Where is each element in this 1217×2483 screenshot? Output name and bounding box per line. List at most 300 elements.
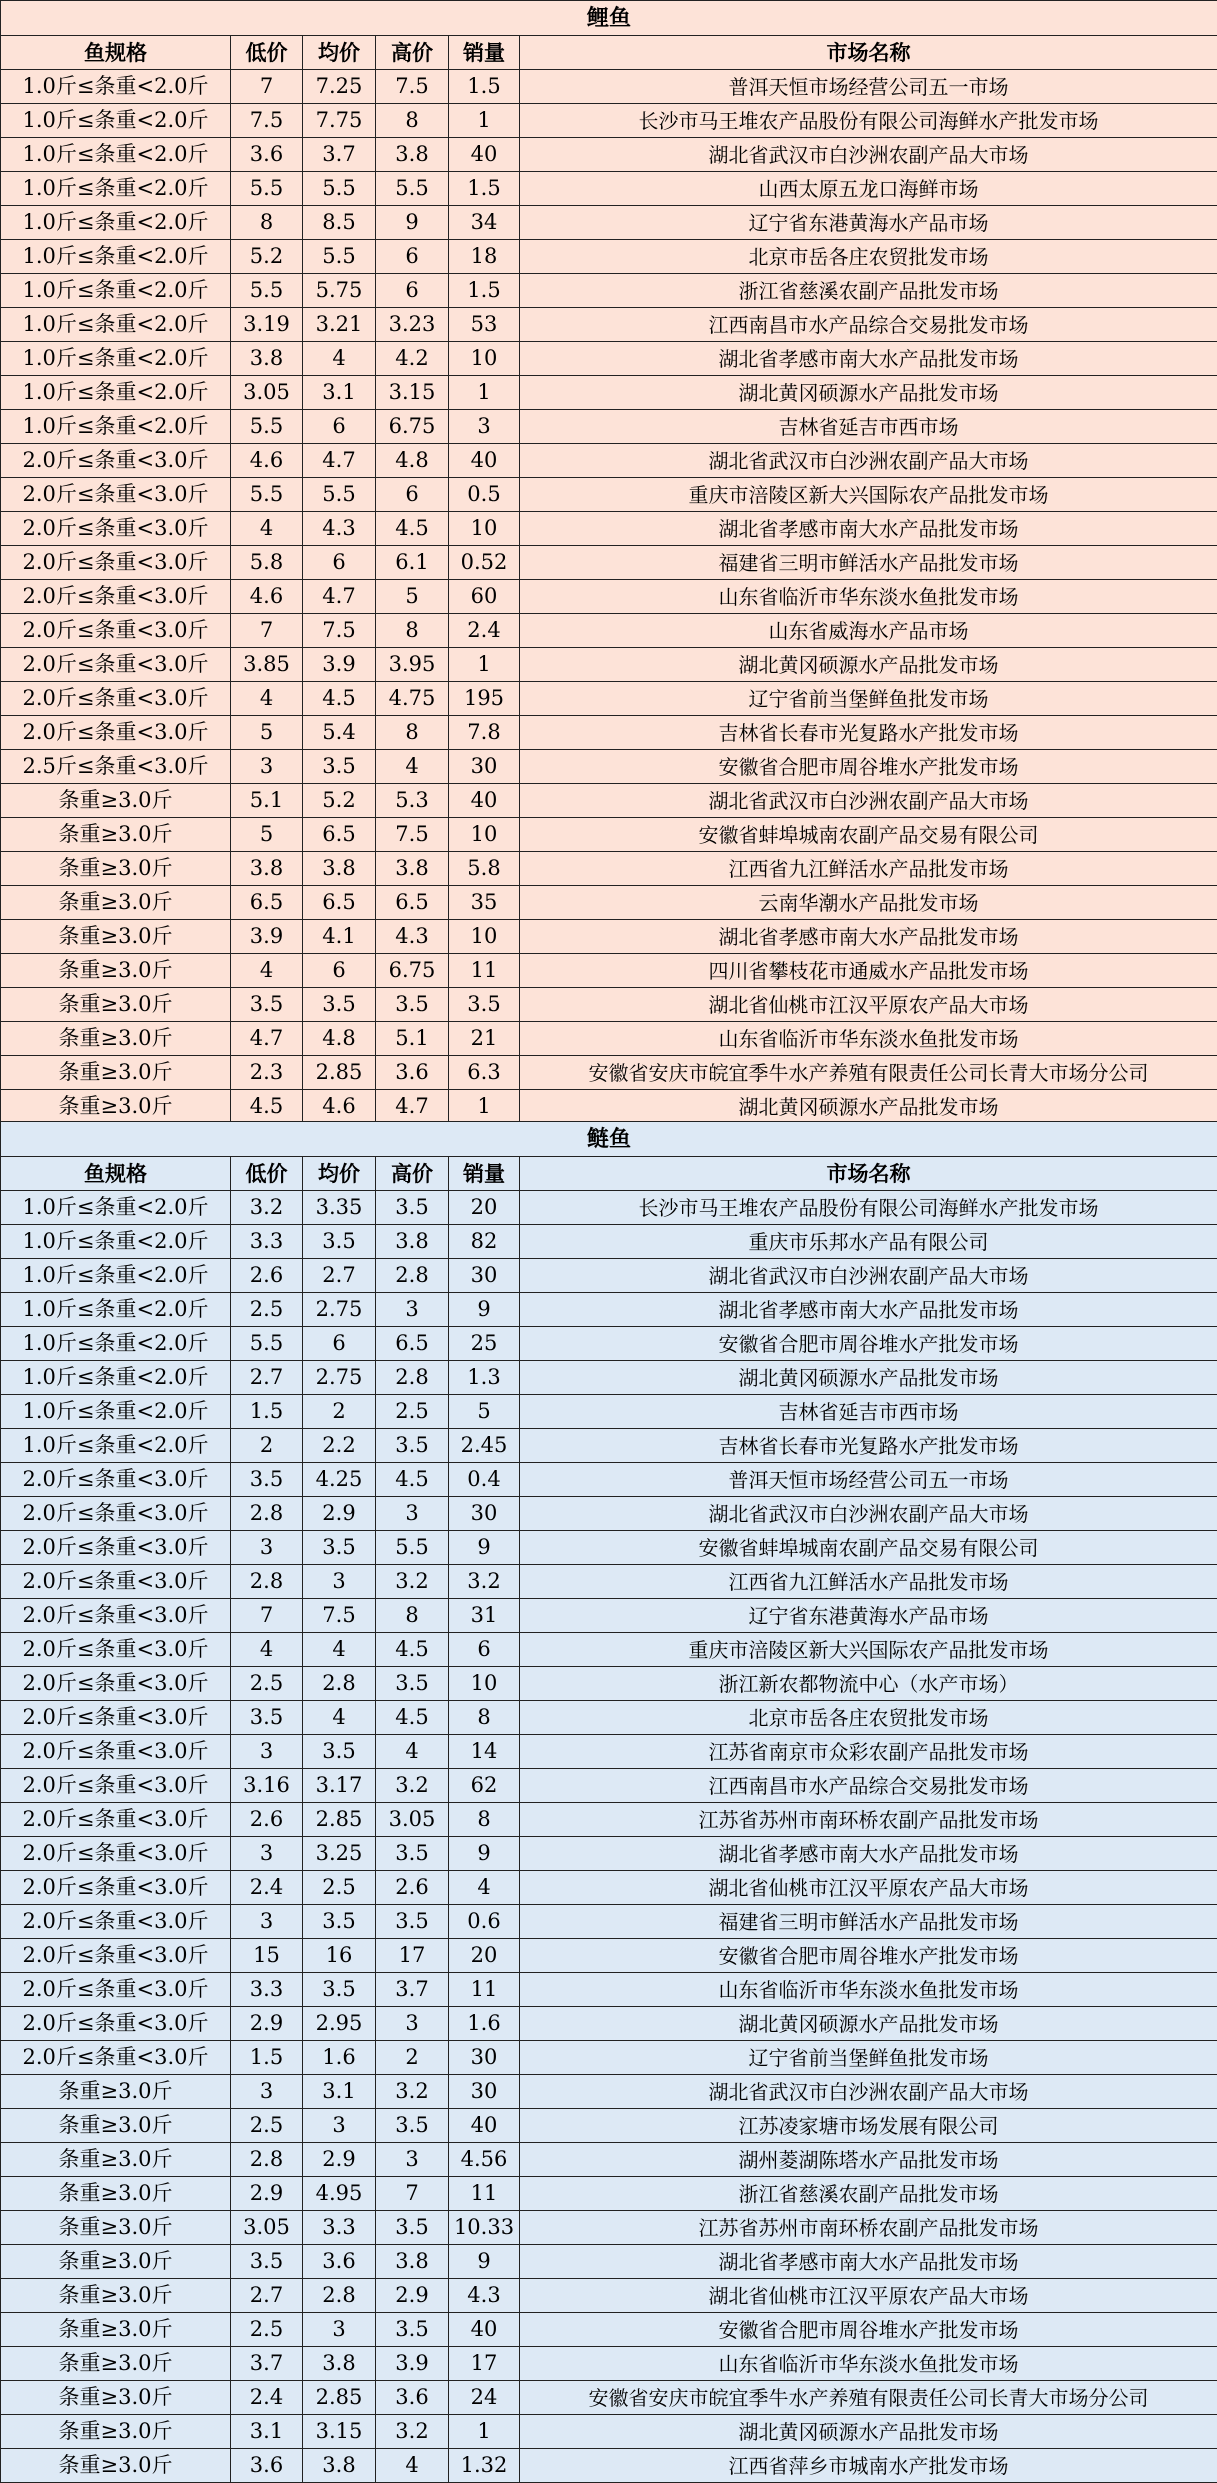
volume-cell: 5.8 xyxy=(449,852,520,886)
spec-cell: 1.0斤≤条重<2.0斤 xyxy=(1,1361,231,1395)
table-row xyxy=(1,2279,1217,2313)
volume-cell: 3 xyxy=(449,410,520,444)
volume-cell: 1 xyxy=(449,2415,520,2449)
low-price-cell: 1.5 xyxy=(231,1395,303,1429)
table-row xyxy=(1,410,1217,444)
spec-cell: 条重≥3.0斤 xyxy=(1,1090,231,1124)
header-high-price: 高价 xyxy=(376,36,449,70)
avg-price-cell: 6.5 xyxy=(303,886,376,920)
volume-cell: 1.3 xyxy=(449,1361,520,1395)
table-row xyxy=(1,954,1217,988)
market-name-cell: 吉林省延吉市西市场 xyxy=(520,1395,1217,1429)
market-name-cell: 江苏省苏州市南环桥农副产品批发市场 xyxy=(520,2211,1217,2245)
high-price-cell: 3.5 xyxy=(376,2313,449,2347)
high-price-cell: 3.5 xyxy=(376,2211,449,2245)
spec-cell: 1.0斤≤条重<2.0斤 xyxy=(1,1395,231,1429)
table-row xyxy=(1,1463,1217,1497)
low-price-cell: 3.16 xyxy=(231,1769,303,1803)
volume-cell: 30 xyxy=(449,1259,520,1293)
avg-price-cell: 3 xyxy=(303,2109,376,2143)
volume-cell: 40 xyxy=(449,444,520,478)
table-row xyxy=(1,70,1217,104)
spec-cell: 1.0斤≤条重<2.0斤 xyxy=(1,342,231,376)
low-price-cell: 5.2 xyxy=(231,240,303,274)
low-price-cell: 4 xyxy=(231,682,303,716)
market-name-cell: 湖北省孝感市南大水产品批发市场 xyxy=(520,1293,1217,1327)
spec-cell: 2.0斤≤条重<3.0斤 xyxy=(1,1837,231,1871)
low-price-cell: 2.6 xyxy=(231,1803,303,1837)
volume-cell: 1.5 xyxy=(449,274,520,308)
table-row xyxy=(1,1871,1217,1905)
low-price-cell: 4 xyxy=(231,1633,303,1667)
market-name-cell: 北京市岳各庄农贸批发市场 xyxy=(520,240,1217,274)
high-price-cell: 2.8 xyxy=(376,1259,449,1293)
high-price-cell: 6 xyxy=(376,478,449,512)
spec-cell: 1.0斤≤条重<2.0斤 xyxy=(1,1191,231,1225)
volume-cell: 2.4 xyxy=(449,614,520,648)
low-price-cell: 2.3 xyxy=(231,1056,303,1090)
avg-price-cell: 4.95 xyxy=(303,2177,376,2211)
volume-cell: 35 xyxy=(449,886,520,920)
avg-price-cell: 5.5 xyxy=(303,478,376,512)
spec-cell: 条重≥3.0斤 xyxy=(1,886,231,920)
avg-price-cell: 2.85 xyxy=(303,1056,376,1090)
spec-cell: 1.0斤≤条重<2.0斤 xyxy=(1,1225,231,1259)
market-name-cell: 湖北省武汉市白沙洲农副产品大市场 xyxy=(520,444,1217,478)
volume-cell: 25 xyxy=(449,1327,520,1361)
low-price-cell: 3.6 xyxy=(231,138,303,172)
low-price-cell: 2.7 xyxy=(231,1361,303,1395)
table-row xyxy=(1,1667,1217,1701)
spec-cell: 1.0斤≤条重<2.0斤 xyxy=(1,172,231,206)
market-name-cell: 江西南昌市水产品综合交易批发市场 xyxy=(520,1769,1217,1803)
volume-cell: 20 xyxy=(449,1939,520,1973)
avg-price-cell: 4.7 xyxy=(303,444,376,478)
header-volume: 销量 xyxy=(449,1157,520,1191)
table-row xyxy=(1,240,1217,274)
avg-price-cell: 3.5 xyxy=(303,750,376,784)
market-name-cell: 长沙市马王堆农产品股份有限公司海鲜水产批发市场 xyxy=(520,1191,1217,1225)
avg-price-cell: 4.25 xyxy=(303,1463,376,1497)
market-name-cell: 江西省九江鲜活水产品批发市场 xyxy=(520,852,1217,886)
avg-price-cell: 3.6 xyxy=(303,2245,376,2279)
volume-cell: 30 xyxy=(449,2041,520,2075)
table-row xyxy=(1,1090,1217,1124)
low-price-cell: 3.5 xyxy=(231,988,303,1022)
spec-cell: 1.0斤≤条重<2.0斤 xyxy=(1,70,231,104)
low-price-cell: 3 xyxy=(231,1735,303,1769)
table-row xyxy=(1,1327,1217,1361)
low-price-cell: 7.5 xyxy=(231,104,303,138)
table-row xyxy=(1,2347,1217,2381)
market-name-cell: 吉林省延吉市西市场 xyxy=(520,410,1217,444)
avg-price-cell: 16 xyxy=(303,1939,376,1973)
spec-cell: 条重≥3.0斤 xyxy=(1,2177,231,2211)
market-name-cell: 湖北黄冈硕源水产品批发市场 xyxy=(520,1090,1217,1124)
header-avg-price: 均价 xyxy=(303,36,376,70)
low-price-cell: 3.8 xyxy=(231,852,303,886)
table-row xyxy=(1,1191,1217,1225)
low-price-cell: 2.7 xyxy=(231,2279,303,2313)
low-price-cell: 3 xyxy=(231,1837,303,1871)
spec-cell: 2.0斤≤条重<3.0斤 xyxy=(1,512,231,546)
low-price-cell: 5.5 xyxy=(231,478,303,512)
spec-cell: 2.0斤≤条重<3.0斤 xyxy=(1,1871,231,1905)
high-price-cell: 8 xyxy=(376,104,449,138)
low-price-cell: 3.6 xyxy=(231,2449,303,2483)
table-row xyxy=(1,1633,1217,1667)
volume-cell: 0.6 xyxy=(449,1905,520,1939)
market-name-cell: 福建省三明市鲜活水产品批发市场 xyxy=(520,1905,1217,1939)
market-name-cell: 吉林省长春市光复路水产批发市场 xyxy=(520,1429,1217,1463)
low-price-cell: 3.05 xyxy=(231,2211,303,2245)
spec-cell: 1.0斤≤条重<2.0斤 xyxy=(1,274,231,308)
avg-price-cell: 5.5 xyxy=(303,240,376,274)
table-row xyxy=(1,1022,1217,1056)
high-price-cell: 4.5 xyxy=(376,512,449,546)
table-row xyxy=(1,2415,1217,2449)
volume-cell: 9 xyxy=(449,2245,520,2279)
avg-price-cell: 2.95 xyxy=(303,2007,376,2041)
table-row xyxy=(1,478,1217,512)
avg-price-cell: 4 xyxy=(303,1701,376,1735)
market-name-cell: 浙江省慈溪农副产品批发市场 xyxy=(520,2177,1217,2211)
avg-price-cell: 3.15 xyxy=(303,2415,376,2449)
market-name-cell: 湖北黄冈硕源水产品批发市场 xyxy=(520,648,1217,682)
avg-price-cell: 3.5 xyxy=(303,988,376,1022)
market-name-cell: 湖北省孝感市南大水产品批发市场 xyxy=(520,920,1217,954)
low-price-cell: 3.5 xyxy=(231,1701,303,1735)
volume-cell: 20 xyxy=(449,1191,520,1225)
low-price-cell: 2.6 xyxy=(231,1259,303,1293)
spec-cell: 2.0斤≤条重<3.0斤 xyxy=(1,580,231,614)
volume-cell: 21 xyxy=(449,1022,520,1056)
table-row xyxy=(1,920,1217,954)
low-price-cell: 3.85 xyxy=(231,648,303,682)
high-price-cell: 3.8 xyxy=(376,2245,449,2279)
avg-price-cell: 2 xyxy=(303,1395,376,1429)
low-price-cell: 5.5 xyxy=(231,1327,303,1361)
table-row xyxy=(1,1735,1217,1769)
avg-price-cell: 3.9 xyxy=(303,648,376,682)
low-price-cell: 7 xyxy=(231,70,303,104)
low-price-cell: 2.5 xyxy=(231,1667,303,1701)
spec-cell: 2.0斤≤条重<3.0斤 xyxy=(1,2041,231,2075)
market-name-cell: 湖北省孝感市南大水产品批发市场 xyxy=(520,342,1217,376)
market-name-cell: 普洱天恒市场经营公司五一市场 xyxy=(520,1463,1217,1497)
low-price-cell: 2.9 xyxy=(231,2007,303,2041)
low-price-cell: 5.5 xyxy=(231,410,303,444)
high-price-cell: 3.2 xyxy=(376,1565,449,1599)
low-price-cell: 3.3 xyxy=(231,1225,303,1259)
high-price-cell: 8 xyxy=(376,716,449,750)
table-row xyxy=(1,682,1217,716)
table-row xyxy=(1,2313,1217,2347)
volume-cell: 9 xyxy=(449,1837,520,1871)
volume-cell: 8 xyxy=(449,1803,520,1837)
spec-cell: 2.0斤≤条重<3.0斤 xyxy=(1,2007,231,2041)
volume-cell: 195 xyxy=(449,682,520,716)
spec-cell: 1.0斤≤条重<2.0斤 xyxy=(1,240,231,274)
volume-cell: 40 xyxy=(449,784,520,818)
volume-cell: 7.8 xyxy=(449,716,520,750)
high-price-cell: 2 xyxy=(376,2041,449,2075)
volume-cell: 1 xyxy=(449,1090,520,1124)
low-price-cell: 2.4 xyxy=(231,2381,303,2415)
silver-carp-price-table xyxy=(0,1121,1217,2483)
high-price-cell: 3.9 xyxy=(376,2347,449,2381)
market-name-cell: 江苏凌家塘市场发展有限公司 xyxy=(520,2109,1217,2143)
table-row xyxy=(1,1837,1217,1871)
avg-price-cell: 2.9 xyxy=(303,2143,376,2177)
low-price-cell: 3.3 xyxy=(231,1973,303,2007)
market-name-cell: 江苏省苏州市南环桥农副产品批发市场 xyxy=(520,1803,1217,1837)
spec-cell: 1.0斤≤条重<2.0斤 xyxy=(1,308,231,342)
market-name-cell: 普洱天恒市场经营公司五一市场 xyxy=(520,70,1217,104)
spec-cell: 条重≥3.0斤 xyxy=(1,1056,231,1090)
table-row xyxy=(1,1565,1217,1599)
low-price-cell: 3 xyxy=(231,1531,303,1565)
market-name-cell: 山东省临沂市华东淡水鱼批发市场 xyxy=(520,580,1217,614)
low-price-cell: 2.8 xyxy=(231,1497,303,1531)
spec-cell: 2.0斤≤条重<3.0斤 xyxy=(1,648,231,682)
spec-cell: 2.0斤≤条重<3.0斤 xyxy=(1,1803,231,1837)
high-price-cell: 4 xyxy=(376,2449,449,2483)
volume-cell: 9 xyxy=(449,1293,520,1327)
low-price-cell: 8 xyxy=(231,206,303,240)
high-price-cell: 5.1 xyxy=(376,1022,449,1056)
spec-cell: 1.0斤≤条重<2.0斤 xyxy=(1,1293,231,1327)
avg-price-cell: 6.5 xyxy=(303,818,376,852)
table-row xyxy=(1,1531,1217,1565)
table-row xyxy=(1,1701,1217,1735)
spec-cell: 2.0斤≤条重<3.0斤 xyxy=(1,1497,231,1531)
high-price-cell: 3.2 xyxy=(376,2415,449,2449)
market-name-cell: 山东省临沂市华东淡水鱼批发市场 xyxy=(520,2347,1217,2381)
volume-cell: 18 xyxy=(449,240,520,274)
market-name-cell: 辽宁省前当堡鲜鱼批发市场 xyxy=(520,2041,1217,2075)
market-name-cell: 湖北省仙桃市江汉平原农产品大市场 xyxy=(520,2279,1217,2313)
high-price-cell: 7 xyxy=(376,2177,449,2211)
avg-price-cell: 2.75 xyxy=(303,1361,376,1395)
table-row xyxy=(1,308,1217,342)
table-row xyxy=(1,2007,1217,2041)
low-price-cell: 2.9 xyxy=(231,2177,303,2211)
table-row xyxy=(1,2211,1217,2245)
volume-cell: 10 xyxy=(449,512,520,546)
low-price-cell: 2.4 xyxy=(231,1871,303,1905)
avg-price-cell: 5.5 xyxy=(303,172,376,206)
avg-price-cell: 2.85 xyxy=(303,2381,376,2415)
avg-price-cell: 3.8 xyxy=(303,852,376,886)
high-price-cell: 3.05 xyxy=(376,1803,449,1837)
spec-cell: 2.0斤≤条重<3.0斤 xyxy=(1,1701,231,1735)
header-row xyxy=(1,1157,1217,1191)
high-price-cell: 6 xyxy=(376,240,449,274)
low-price-cell: 5.8 xyxy=(231,546,303,580)
high-price-cell: 4.8 xyxy=(376,444,449,478)
high-price-cell: 7.5 xyxy=(376,70,449,104)
spec-cell: 2.0斤≤条重<3.0斤 xyxy=(1,1735,231,1769)
spec-cell: 条重≥3.0斤 xyxy=(1,2245,231,2279)
spec-cell: 2.0斤≤条重<3.0斤 xyxy=(1,1939,231,1973)
avg-price-cell: 3.5 xyxy=(303,1531,376,1565)
table-row xyxy=(1,750,1217,784)
spec-cell: 2.0斤≤条重<3.0斤 xyxy=(1,1769,231,1803)
volume-cell: 10 xyxy=(449,342,520,376)
low-price-cell: 3.19 xyxy=(231,308,303,342)
volume-cell: 8 xyxy=(449,1701,520,1735)
spec-cell: 条重≥3.0斤 xyxy=(1,818,231,852)
market-name-cell: 福建省三明市鲜活水产品批发市场 xyxy=(520,546,1217,580)
avg-price-cell: 2.8 xyxy=(303,2279,376,2313)
high-price-cell: 4.5 xyxy=(376,1701,449,1735)
high-price-cell: 4.3 xyxy=(376,920,449,954)
avg-price-cell: 8.5 xyxy=(303,206,376,240)
low-price-cell: 3.2 xyxy=(231,1191,303,1225)
low-price-cell: 3.05 xyxy=(231,376,303,410)
spec-cell: 条重≥3.0斤 xyxy=(1,2415,231,2449)
avg-price-cell: 4 xyxy=(303,342,376,376)
spec-cell: 2.0斤≤条重<3.0斤 xyxy=(1,682,231,716)
market-name-cell: 湖北省孝感市南大水产品批发市场 xyxy=(520,1837,1217,1871)
high-price-cell: 3.5 xyxy=(376,1667,449,1701)
low-price-cell: 3.5 xyxy=(231,1463,303,1497)
spec-cell: 条重≥3.0斤 xyxy=(1,2143,231,2177)
table-row xyxy=(1,1803,1217,1837)
high-price-cell: 3 xyxy=(376,1293,449,1327)
high-price-cell: 3.5 xyxy=(376,2109,449,2143)
avg-price-cell: 3.25 xyxy=(303,1837,376,1871)
avg-price-cell: 5.4 xyxy=(303,716,376,750)
spec-cell: 2.0斤≤条重<3.0斤 xyxy=(1,1973,231,2007)
table-row xyxy=(1,886,1217,920)
table-row xyxy=(1,818,1217,852)
avg-price-cell: 3.35 xyxy=(303,1191,376,1225)
table-row xyxy=(1,2449,1217,2483)
table-row xyxy=(1,648,1217,682)
spec-cell: 2.0斤≤条重<3.0斤 xyxy=(1,478,231,512)
high-price-cell: 6.75 xyxy=(376,954,449,988)
market-name-cell: 重庆市涪陵区新大兴国际农产品批发市场 xyxy=(520,478,1217,512)
low-price-cell: 5.5 xyxy=(231,172,303,206)
market-name-cell: 云南华潮水产品批发市场 xyxy=(520,886,1217,920)
market-name-cell: 安徽省蚌埠城南农副产品交易有限公司 xyxy=(520,818,1217,852)
spec-cell: 2.0斤≤条重<3.0斤 xyxy=(1,1565,231,1599)
avg-price-cell: 2.85 xyxy=(303,1803,376,1837)
volume-cell: 11 xyxy=(449,954,520,988)
spec-cell: 1.0斤≤条重<2.0斤 xyxy=(1,1259,231,1293)
table-row xyxy=(1,376,1217,410)
market-name-cell: 重庆市乐邦水产品有限公司 xyxy=(520,1225,1217,1259)
high-price-cell: 3.7 xyxy=(376,1973,449,2007)
high-price-cell: 4.5 xyxy=(376,1633,449,1667)
header-low-price: 低价 xyxy=(231,36,303,70)
table-row xyxy=(1,1905,1217,1939)
market-name-cell: 安徽省合肥市周谷堆水产批发市场 xyxy=(520,1939,1217,1973)
low-price-cell: 2 xyxy=(231,1429,303,1463)
avg-price-cell: 2.75 xyxy=(303,1293,376,1327)
avg-price-cell: 4.6 xyxy=(303,1090,376,1124)
avg-price-cell: 4 xyxy=(303,1633,376,1667)
spec-cell: 2.0斤≤条重<3.0斤 xyxy=(1,1633,231,1667)
spec-cell: 条重≥3.0斤 xyxy=(1,2211,231,2245)
avg-price-cell: 3.5 xyxy=(303,1973,376,2007)
volume-cell: 24 xyxy=(449,2381,520,2415)
market-name-cell: 湖州菱湖陈塔水产品批发市场 xyxy=(520,2143,1217,2177)
spec-cell: 2.0斤≤条重<3.0斤 xyxy=(1,1463,231,1497)
avg-price-cell: 4.5 xyxy=(303,682,376,716)
avg-price-cell: 4.1 xyxy=(303,920,376,954)
avg-price-cell: 2.7 xyxy=(303,1259,376,1293)
market-name-cell: 山东省威海水产品市场 xyxy=(520,614,1217,648)
volume-cell: 4 xyxy=(449,1871,520,1905)
spec-cell: 条重≥3.0斤 xyxy=(1,2109,231,2143)
avg-price-cell: 2.2 xyxy=(303,1429,376,1463)
market-name-cell: 湖北黄冈硕源水产品批发市场 xyxy=(520,2007,1217,2041)
volume-cell: 1 xyxy=(449,648,520,682)
volume-cell: 10 xyxy=(449,818,520,852)
avg-price-cell: 3.5 xyxy=(303,1905,376,1939)
market-name-cell: 辽宁省前当堡鲜鱼批发市场 xyxy=(520,682,1217,716)
volume-cell: 1 xyxy=(449,376,520,410)
market-name-cell: 安徽省安庆市皖宜季牛水产养殖有限责任公司长青大市场分公司 xyxy=(520,1056,1217,1090)
spec-cell: 条重≥3.0斤 xyxy=(1,1022,231,1056)
spec-cell: 2.0斤≤条重<3.0斤 xyxy=(1,546,231,580)
section-title: 鲤鱼 xyxy=(1,1,1217,36)
low-price-cell: 3 xyxy=(231,1905,303,1939)
avg-price-cell: 3.8 xyxy=(303,2449,376,2483)
table-row xyxy=(1,342,1217,376)
high-price-cell: 3.5 xyxy=(376,1429,449,1463)
market-name-cell: 浙江省慈溪农副产品批发市场 xyxy=(520,274,1217,308)
spec-cell: 1.0斤≤条重<2.0斤 xyxy=(1,1429,231,1463)
market-name-cell: 湖北省武汉市白沙洲农副产品大市场 xyxy=(520,2075,1217,2109)
volume-cell: 30 xyxy=(449,2075,520,2109)
table-row xyxy=(1,580,1217,614)
volume-cell: 0.4 xyxy=(449,1463,520,1497)
volume-cell: 40 xyxy=(449,2313,520,2347)
header-market-name: 市场名称 xyxy=(520,36,1217,70)
market-name-cell: 江西省九江鲜活水产品批发市场 xyxy=(520,1565,1217,1599)
high-price-cell: 5.5 xyxy=(376,172,449,206)
table-row xyxy=(1,2041,1217,2075)
market-name-cell: 江西省萍乡市城南水产批发市场 xyxy=(520,2449,1217,2483)
volume-cell: 1.5 xyxy=(449,172,520,206)
market-name-cell: 辽宁省东港黄海水产品市场 xyxy=(520,1599,1217,1633)
high-price-cell: 3.2 xyxy=(376,2075,449,2109)
volume-cell: 0.5 xyxy=(449,478,520,512)
high-price-cell: 3.6 xyxy=(376,1056,449,1090)
high-price-cell: 6.75 xyxy=(376,410,449,444)
volume-cell: 3.2 xyxy=(449,1565,520,1599)
header-spec: 鱼规格 xyxy=(1,1157,231,1191)
avg-price-cell: 7.5 xyxy=(303,1599,376,1633)
high-price-cell: 4.7 xyxy=(376,1090,449,1124)
volume-cell: 6 xyxy=(449,1633,520,1667)
spec-cell: 2.0斤≤条重<3.0斤 xyxy=(1,1905,231,1939)
table-row xyxy=(1,1225,1217,1259)
volume-cell: 31 xyxy=(449,1599,520,1633)
table-row xyxy=(1,1599,1217,1633)
table-row xyxy=(1,2109,1217,2143)
table-row xyxy=(1,2143,1217,2177)
spec-cell: 1.0斤≤条重<2.0斤 xyxy=(1,376,231,410)
volume-cell: 10 xyxy=(449,920,520,954)
spec-cell: 条重≥3.0斤 xyxy=(1,954,231,988)
volume-cell: 1.32 xyxy=(449,2449,520,2483)
high-price-cell: 3 xyxy=(376,1497,449,1531)
